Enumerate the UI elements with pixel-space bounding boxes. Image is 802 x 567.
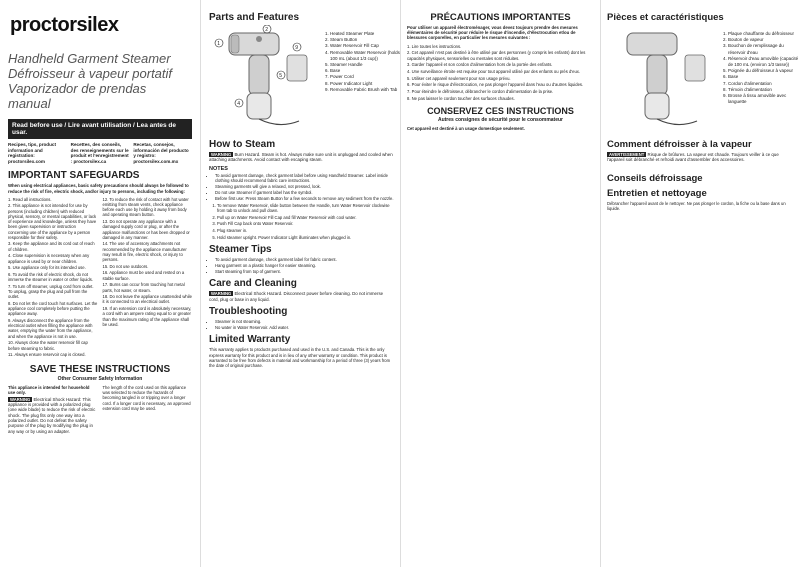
save-body [8,385,192,435]
parts-item: 9. Removable Fabric Brush with Tab [330,87,400,93]
recipes-en[interactable]: Recipes, tips, product information and registration: proctorsilex.com [8,142,56,164]
safeguards-heading: IMPORTANT SAFEGUARDS [8,170,140,182]
step-item: 1. To remove Water Reservoir, slide button between the Handle, turn Water Reservoir clockwise from tab to unlock and pull down. [217,203,394,213]
comment-warning-text: Risque de brûlures. La vapeur est chaude. Toujours veiller à ce que l'appareil soit débranché et refroidi avant d'assembler des accessoires. [607,152,779,163]
trouble-item: • Steamer is not steaming. [215,319,394,324]
product-diagram-fr [607,25,799,135]
water-reservoir [247,93,271,119]
warning-badge: WARNING [211,291,232,297]
steamer-illustration [209,25,319,135]
tip-item: • Start steaming from top of garment. [215,269,394,274]
care-heading: Care and Cleaning [209,278,297,290]
step-item: 4. Plug steamer in. [217,228,394,233]
pieces-item: 8. Témoin d'alimentation [728,87,799,93]
conseils-heading: Conseils défroissage [607,172,703,184]
warning-badge: WARNING [10,396,31,402]
conserver-sub: Autres consignes de sécurité pour le consommateur [437,116,564,123]
safeguard-item: 3. Keep the appliance and its cord out of reach of children. [8,241,95,252]
safeguard-item: 15. Do not use outdoors. [102,263,149,269]
precaution-item: 3. Garder l'appareil et son cordon d'alimentation hors de la portée des enfants. [407,62,553,68]
precaution-item: 7. Pour éteindre le défroisseur, débrancher le cordon d'alimentation de la prise. [407,89,554,95]
safeguard-item: 19. If an extension cord is absolutely necessary, a cord with an ampere rating equal to or greater than the maximum rating of the appliance shall be used. [102,306,192,327]
precaution-item: 1. Lire toutes les instructions. [407,43,462,49]
parts-item: 8. Power Indicator Light [330,81,400,87]
parts-item: 4. Removable Water Reservoir (holds 100 mL (about 1/3 cup)) [330,50,400,62]
safeguards-right [103,197,193,359]
conserver-heading: CONSERVEZ CES INSTRUCTIONS [427,105,574,116]
handle [249,55,269,95]
parts-item: 1. Heated Steamer Plate [330,31,400,37]
safeguard-item: 13. Do not operate any appliance with a damaged supply cord or plug, or after the appliance malfunctions or has been dropped or damaged in any manner. [102,219,190,240]
pieces-item: 4. Réservoir d'eau amovible (capacité de 100 mL (environ 1/3 tasse)) [728,56,799,68]
precautions-list [407,44,594,101]
note-item: • To avoid garment damage, check garment label before using Handheld Steamer. Label inside clothing should recommend fabric care instructions. [215,173,394,183]
svg-text:9: 9 [295,45,299,51]
precaution-item: 2. Cet appareil n'est pas destiné à être utilisé par des personnes (y compris les enfants) dont les capacités physiques, sensorielles ou mentales sont réduites. [407,50,586,61]
step-item: 5. Hold steamer upright. Power Indicator Light illuminates when plugged in. [217,235,394,240]
notes-list [209,173,394,202]
product-diagram [209,25,400,135]
safeguard-item: 7. To turn off steamer, unplug cord from outlet. To unplug, grasp the plug and pull from the outlet. [8,283,94,300]
parts-heading: Parts and Features [209,12,300,23]
power-cord-icon [259,119,299,125]
save-left [8,385,98,435]
safeguard-item: 5. Use appliance only for its intended use. [8,265,86,271]
svg-text:5: 5 [279,73,283,79]
title-en: Handheld Garment Steamer [8,51,171,66]
polarized-plug-warning [8,397,98,434]
steam-plate [231,35,239,53]
save-right [103,385,193,435]
save-instructions-sub: Other Consumer Safety Information [57,375,143,382]
note-item: • Before first use: Press Steam Button for a few seconds to remove any sediment from the nozzle. [215,196,394,201]
brand-logo: proctorsilex [10,14,119,36]
svg-text:2: 2 [265,27,269,33]
safeguard-item: 18. Do not leave the appliance unattended while it is connected to an electrical outlet. [102,294,192,305]
precaution-item: 6. Pour éviter le risque d'électrocution, ne pas plonger l'appareil dans l'eau ou d'autres liquides. [407,82,584,88]
tip-item: • To avoid garment damage, check garment label for fabric content. [215,257,394,262]
recipes-links [8,142,192,164]
precautions-heading: PRÉCAUTIONS IMPORTANTES [430,12,571,23]
polarized-plug-text: Electrical Shock Hazard: This appliance is provided with a polarized plug (one wide blade) to reduce the risk of electric shock. The plug fits only one way into a polarized outlet. Do not defeat the safety purpose of the plug by modifying the plug in any way or by using an adapter. [8,396,96,434]
recipes-fr[interactable]: Recettes, des conseils, des renseignements sur le produit et l'enregistrement : proctorsilex.ca [70,142,129,164]
pieces-item: 5. Poignée du défroisseur à vapeur [728,68,799,74]
pieces-item: 7. Cordon d'alimentation [728,81,799,87]
read-before-use-bar: Read before use / Lire avant utilisation / Lea antes de usar. [8,119,192,139]
household-use-text: This appliance is intended for household use only. [8,384,90,396]
note-item: • Steaming garments will give a relaxed, not pressed, look. [215,184,394,189]
pieces-item: 1. Plaque chauffante du défroisseur [728,31,799,37]
warranty-heading: Limited Warranty [209,334,291,346]
tips-list [209,257,394,275]
safeguards-lead: When using electrical appliances, basic safety precautions should always be followed to reduce the risk of fire, electric shock, and/or injury to persons, including the following: [8,183,189,194]
entretien-heading: Entretien et nettoyage [607,187,707,199]
safeguard-item: 11. Always ensure reservoir cap is closed. [8,352,86,358]
parts-list [321,31,400,93]
comment-warning [607,152,794,163]
safeguard-item: 17. Burns can occur from touching hot metal parts, hot water, or steam. [102,282,185,293]
parts-item: 7. Power Cord [330,74,400,80]
column-cover [0,0,200,567]
pieces-item: 6. Base [728,74,799,80]
precaution-item: 5. Utiliser cet appareil seulement pour son usage prévu. [407,75,511,81]
burn-warning-text: Burn Hazard. Steam is hot. Always make sure unit is unplugged and cooled when attaching attachments. Avoid contact with escaping steam. [209,152,393,163]
note-item: • Do not use Steamer if garment label has the symbol. [215,190,394,195]
entretien-text: Débrancher l'appareil avant de le nettoyer. Ne pas plonger le cordon, la fiche ou la base dans un liquide. [607,200,786,211]
pieces-item: 2. Bouton de vapeur [728,37,799,43]
tip-item: • Hang garment on a plastic hanger for easier steaming. [215,263,394,268]
safeguard-item: 8. Do not let the cord touch hot surfaces. Let the appliance cool completely before putting the appliance away. [8,300,98,317]
pieces-list [719,31,799,105]
comment-heading: Comment défroisser à la vapeur [607,139,752,150]
step-item: 3. Push Fill Cap back onto Water Reservoir. [217,221,394,226]
trouble-item: • No water in Water Reservoir. Add water. [215,325,394,330]
save-instructions-heading: SAVE THESE INSTRUCTIONS [29,363,171,375]
safeguard-item: 14. The use of accessory attachments not recommended by the appliance manufacturer may result in fire, electric shock, or injury to persons. [102,241,187,263]
safeguards-left [8,197,98,359]
how-to-steps [209,203,394,240]
safeguard-item: 16. Appliance must be used and rested on a stable surface. [102,270,185,281]
step-item: 2. Pull up on Water Reservoir Fill Cap and fill Water Reservoir with cool water. [217,215,394,220]
parts-item: 3. Water Reservoir Fill Cap [330,43,400,49]
precautions-lead: Pour utiliser un appareil électroménager, vous devez toujours prendre des mesures élémentaires de sécurité pour réduire le risque d'incendie, d'électrocution et/ou de blessures corporelles, en particulier les mesures suivantes : [407,25,578,41]
parts-item: 5. Steamer Handle [330,62,400,68]
column-fr-parts [600,0,802,567]
recipes-es[interactable]: Recetas, consejos, información del producto y registro: proctorsilex.com.mx [133,142,189,164]
precaution-item: 8. Ne pas laisser le cordon toucher des surfaces chaudes. [407,95,515,101]
tips-heading: Steamer Tips [209,243,272,255]
how-to-heading: How to Steam [209,139,276,150]
product-titles [8,51,192,111]
parts-item: 6. Base [330,68,400,74]
conserver-text: Cet appareil est destiné à un usage domestique seulement. [407,125,525,131]
safeguard-item: 12. To reduce the risk of contact with hot water emitting from steam vents, check appliance before each use by holding it away from body and operating steam button. [102,196,189,218]
troubleshooting-heading: Troubleshooting [209,306,288,318]
safeguard-item: 6. To avoid the risk of electric shock, do not immerse the steamer in water or other liquids. [8,271,93,283]
cord-text: The length of the cord used on this appliance was selected to reduce the hazards of becoming tangled in or tripping over a longer cord. If a longer cord is necessary, an approved extension cord may be used. [102,384,191,411]
svg-text:1: 1 [217,41,221,47]
fabric-brush [287,55,307,81]
title-es: Vaporizador de prendas manual [8,81,147,111]
pieces-item: 9. Brosse à tissu amovible avec languette [728,93,799,105]
parts-item: 2. Steam Button [330,37,400,43]
steamer-illustration-fr [607,25,717,135]
title-fr: Défroisseur à vapeur portatif [8,66,173,81]
svg-text:4: 4 [237,101,241,107]
column-fr-precautions [400,0,600,567]
troubleshooting-list [209,319,394,330]
precaution-item: 4. Une surveillance étroite est requise pour tout appareil utilisé par des enfants ou près d'eux. [407,68,581,74]
pieces-heading: Pièces et caractéristiques [607,12,724,23]
safeguard-item: 1. Read all instructions. [8,196,52,202]
safeguard-item: 2. This appliance is not intended for use by persons (including children) with reduced physical, sensory, or mental capabilities, or lack of experience and knowledge, unless they have been given supervision or instruction concerning use of the appliance by a person responsible for their safety. [8,203,97,240]
safeguards-list [8,197,192,359]
safeguard-item: 9. Always disconnect the appliance from the electrical outlet when filling the appliance with water, emptying the water from the appliance, and when the appliance is not in use. [8,318,93,339]
column-parts [200,0,400,567]
pieces-item: 3. Bouchon de remplissage du réservoir d'eau [728,43,799,55]
burn-warning [209,152,394,163]
safeguard-item: 4. Close supervision is necessary when any appliance is used by or near children. [8,253,90,264]
safeguard-item: 10. Always close the water reservoir fill cap before steaming to fabric. [8,340,88,351]
warranty-text: This warranty applies to products purchased and used in the U.S. and Canada. This is the only express warranty for this product and is in lieu of any other warranty or condition. This product is warranted to be free from defects in material and workmanship for a period of three (3) years from the date of original purchase. [209,347,391,369]
warning-badge: AVERTISSEMENT [609,152,645,157]
steam-button-icon [256,36,262,42]
care-warning-text: Electrical Shock Hazard. Disconnect power before cleaning. Do not immerse cord, plug or base in any liquid. [209,291,384,302]
notes-label: NOTES [209,165,228,172]
warning-badge: WARNING [211,152,232,157]
care-warning [209,291,394,302]
